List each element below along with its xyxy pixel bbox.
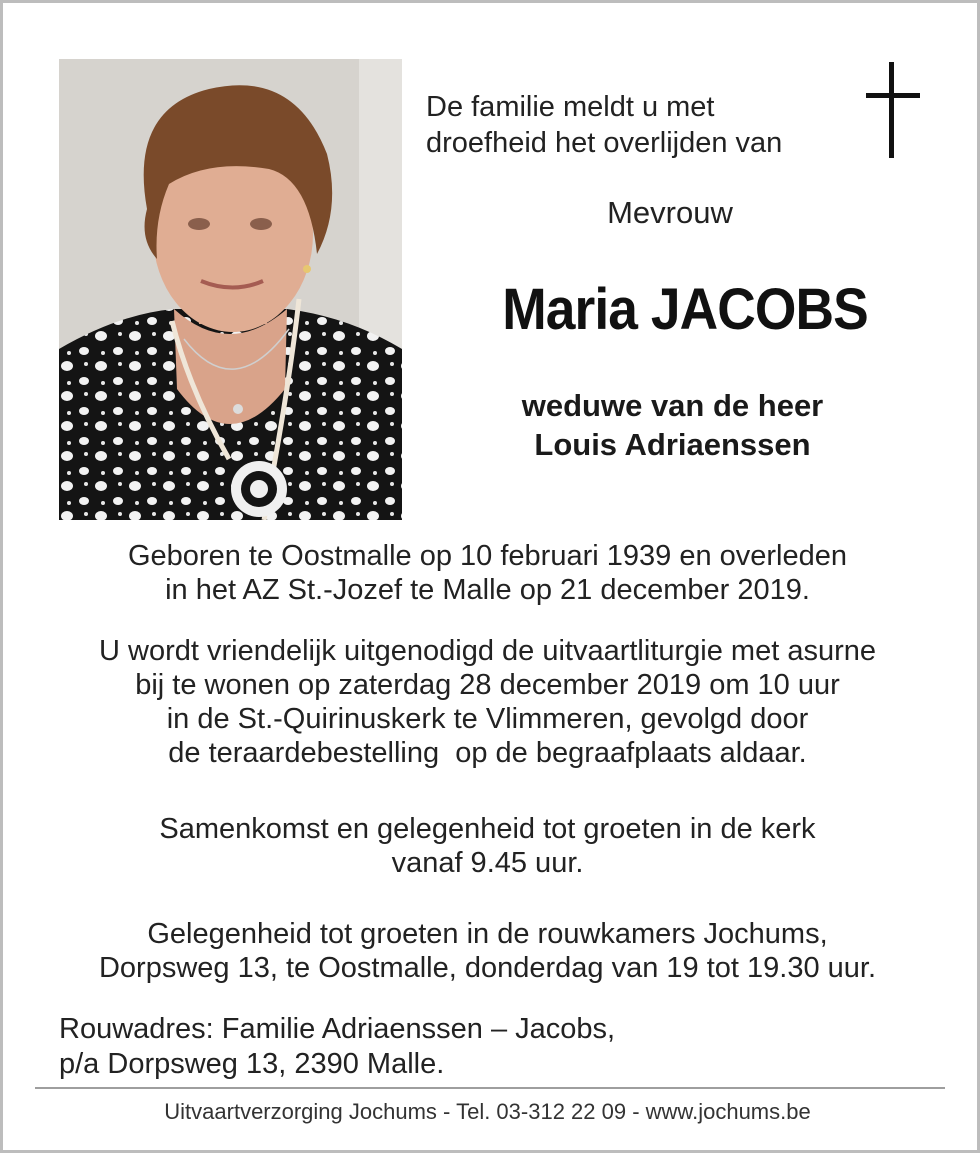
intro-line-1: De familie meldt u met	[426, 91, 715, 123]
birth-death-line-1: Geboren te Oostmalle op 10 februari 1939 en overleden	[127, 540, 848, 572]
deceased-name: Maria JACOBS	[502, 277, 868, 342]
viewing-paragraph	[30, 917, 945, 985]
funeral-paragraph	[30, 634, 945, 770]
latin-cross-icon	[863, 62, 923, 160]
widow-of	[440, 386, 905, 464]
portrait-photo	[59, 59, 402, 520]
footer-divider	[35, 1087, 945, 1089]
widow-line-1: weduwe van de heer	[521, 388, 824, 423]
widow-line-2: Louis Adriaenssen	[534, 427, 811, 462]
funeral-line-1: U wordt vriendelijk uitgenodigd de uitvaartliturgie met asurne	[99, 635, 876, 667]
funeral-home-footer: Uitvaartverzorging Jochums - Tel. 03-312 22 09 - www.jochums.be	[164, 1099, 811, 1124]
announcement-intro	[426, 89, 782, 161]
address-line-2: p/a Dorpsweg 13, 2390 Malle.	[59, 1048, 445, 1080]
funeral-line-2: bij te wonen op zaterdag 28 december 2019 om 10 uur	[135, 669, 840, 701]
address-line-1: Rouwadres: Familie Adriaenssen – Jacobs,	[59, 1013, 616, 1045]
gathering-line-1: Samenkomst en gelegenheid tot groeten in de kerk	[159, 813, 816, 845]
intro-line-2: droefheid het overlijden van	[426, 127, 783, 159]
birth-death-line-2: in het AZ St.-Jozef te Malle op 21 december 2019.	[165, 574, 810, 606]
birth-death-paragraph	[30, 539, 945, 607]
viewing-line-1: Gelegenheid tot groeten in de rouwkamers Jochums,	[147, 918, 828, 950]
viewing-line-2: Dorpsweg 13, te Oostmalle, donderdag van 19 tot 19.30 uur.	[98, 952, 877, 984]
honorific: Mevrouw	[607, 195, 733, 230]
gathering-line-2: vanaf 9.45 uur.	[391, 847, 584, 879]
funeral-line-3: in de St.-Quirinuskerk te Vlimmeren, gevolgd door	[166, 703, 809, 735]
mourning-address	[59, 1012, 615, 1082]
gathering-paragraph	[30, 812, 945, 880]
funeral-line-4: de teraardebestelling op de begraafplaats aldaar.	[168, 737, 807, 769]
